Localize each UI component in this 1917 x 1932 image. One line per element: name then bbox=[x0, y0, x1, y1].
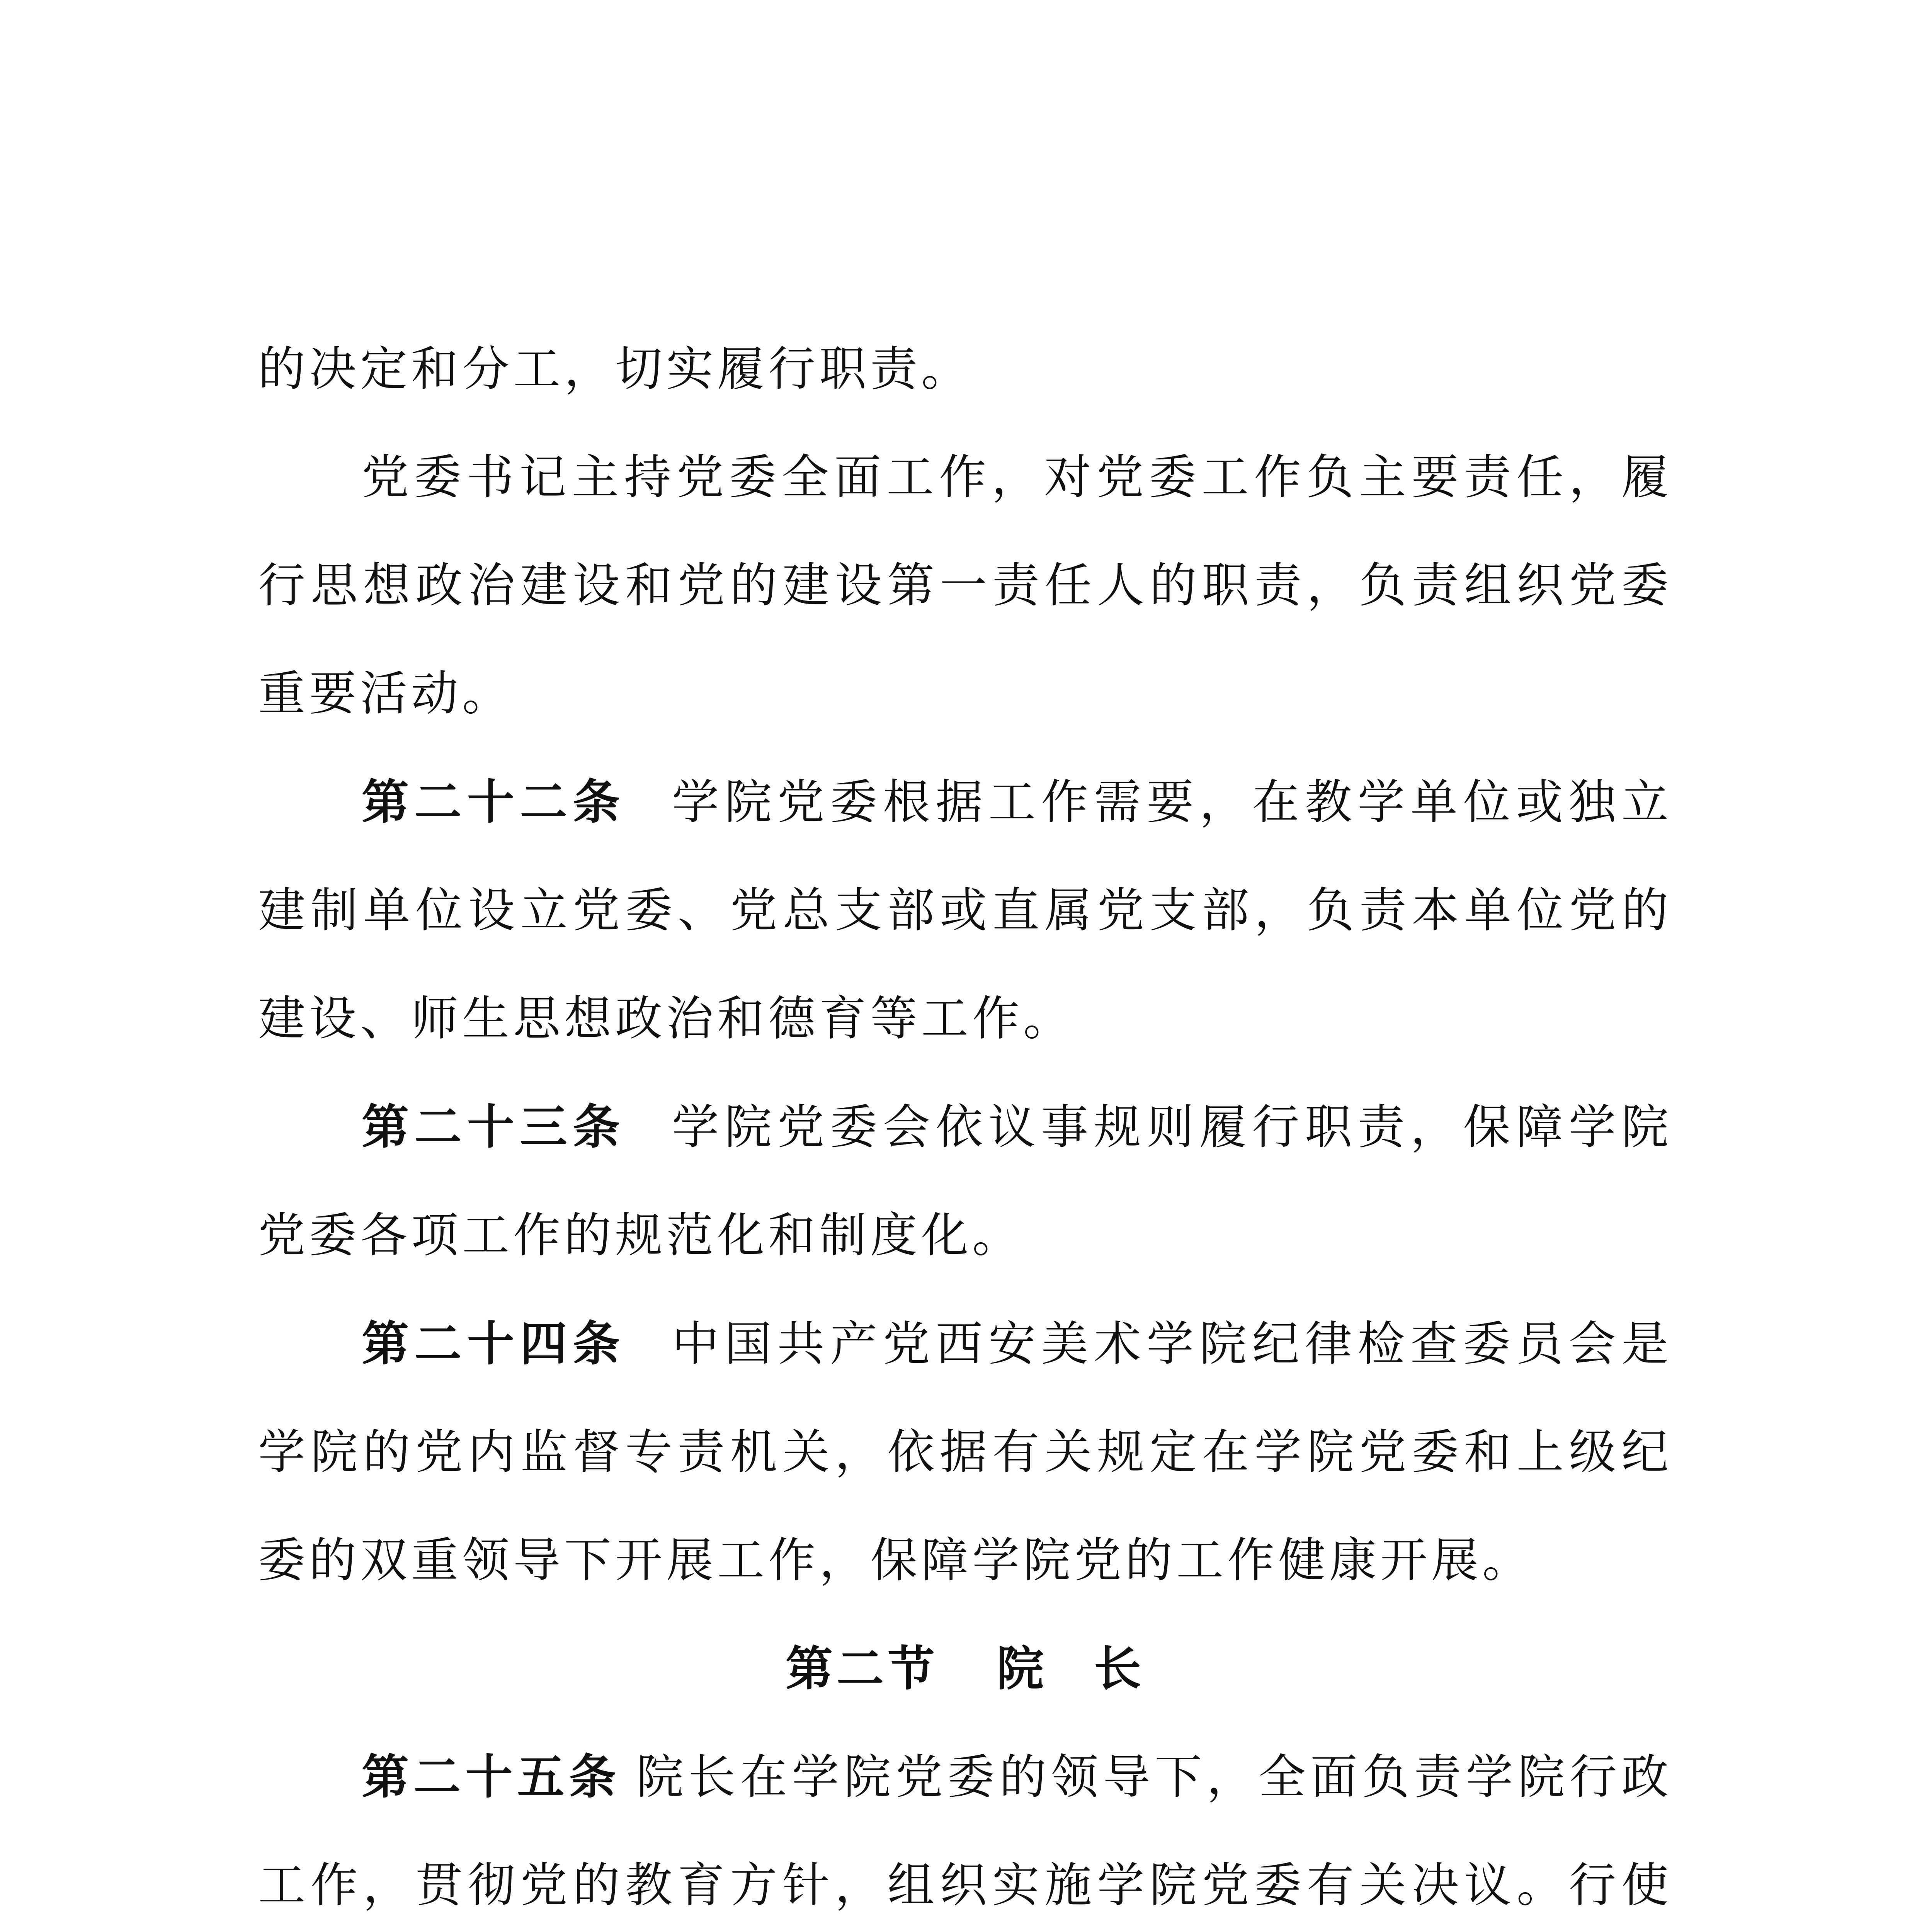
paragraph-continued bbox=[258, 315, 1672, 423]
article-text: 学院党委会依议事规则履行职责，保障学院党委各项工作的规范化和制度化。 bbox=[258, 1100, 1673, 1263]
article-text: 中国共产党西安美术学院纪律检查委员会是学院的党内监督专责机关，依据有关规定在学院党委和上级纪委的双重领导下开展工作，保障学院党的工作健康开展。 bbox=[258, 1316, 1673, 1588]
paragraph-text: 的决定和分工，切实履行职责。 bbox=[258, 342, 972, 396]
article-text: 院长在学院党委的领导下，全面负责学院行政工作，贯彻党的教育方针，组织实施学院党委有关决议。行使 bbox=[258, 1750, 1673, 1913]
paragraph-text: 党委书记主持党委全面工作，对党委工作负主要责任，履行思想政治建设和党的建设第一责任人的职责，负责组织党委重要活动。 bbox=[258, 450, 1672, 721]
section-heading bbox=[258, 1614, 1672, 1723]
article-23 bbox=[258, 1073, 1672, 1289]
article-text: 学院党委根据工作需要，在教学单位或独立建制单位设立党委、党总支部或直属党支部，负责本单位党的建设、师生思想政治和德育等工作。 bbox=[258, 775, 1673, 1046]
article-24 bbox=[258, 1289, 1672, 1614]
document-body bbox=[258, 315, 1672, 1932]
article-22 bbox=[258, 748, 1672, 1073]
article-25 bbox=[258, 1723, 1672, 1932]
section-number: 第二节 bbox=[786, 1641, 939, 1696]
section-title-part2: 长 bbox=[1094, 1641, 1145, 1696]
section-title-part1: 院 bbox=[997, 1641, 1048, 1696]
paragraph-secretary-duties bbox=[258, 423, 1672, 748]
article-number: 第二十二条 bbox=[362, 774, 626, 830]
article-number: 第二十五条 bbox=[362, 1749, 621, 1804]
article-number: 第二十三条 bbox=[362, 1099, 626, 1155]
article-number: 第二十四条 bbox=[362, 1316, 626, 1371]
